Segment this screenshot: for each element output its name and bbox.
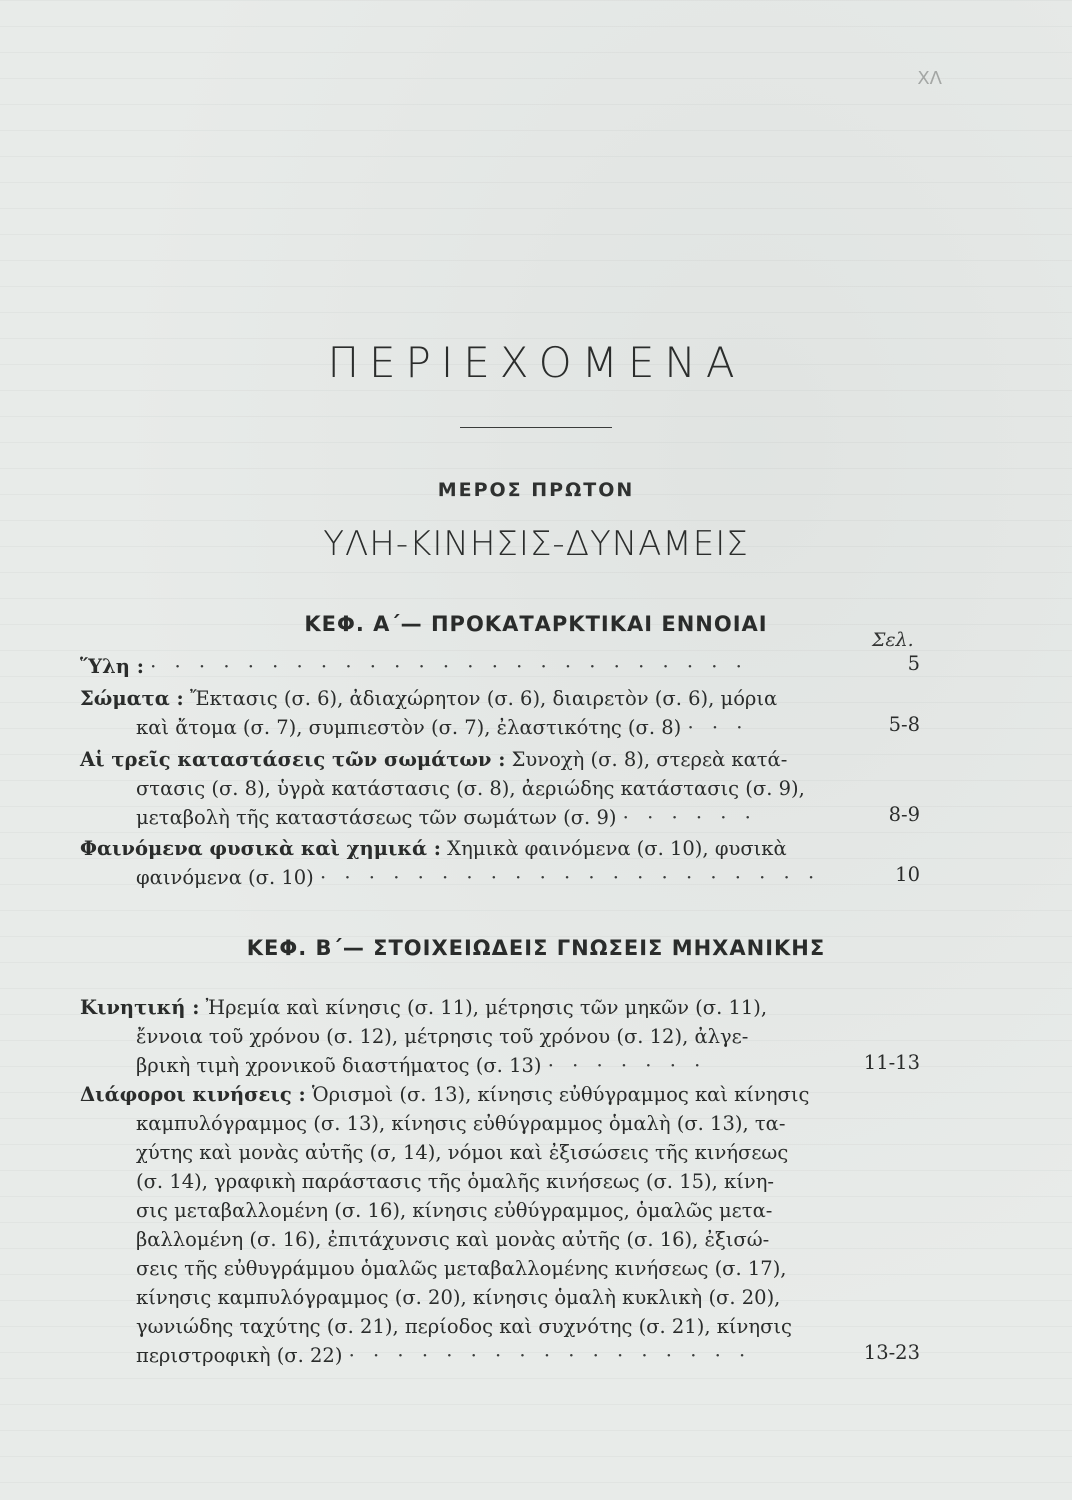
toc-entry [80,993,830,1080]
toc-line [80,803,830,832]
toc-text: βαλλομένη (σ. 16), ἐπιτάχυνσις καὶ μονὰς αὐτῆς (σ. 16), ἐξισώ- [136,1228,770,1251]
toc-entry [80,1080,830,1370]
toc-page-number: 5 [907,652,920,675]
toc-text: μεταβολὴ τῆς καταστάσεως τῶν σωμάτων (σ. 9) [136,806,617,829]
toc-text: Ἠρεμία καὶ κίνησις (σ. 11), μέτρησις τῶν μηκῶν (σ. 11), [199,996,768,1019]
toc-line [80,774,830,803]
toc-line [80,1022,830,1051]
toc-dots: · · · · · · [622,806,757,829]
toc-text: Ὁρισμοὶ (σ. 13), κίνησις εὐθύγραμμος καὶ κίνησις [305,1083,810,1106]
toc-line [80,1312,830,1341]
toc-term: Ὕλη : [80,655,144,678]
page-title: ΠΕΡΙΕΧΟΜΕΝΑ [327,338,745,387]
toc-term: Σώματα : [80,687,184,710]
toc-text: Ἔκτασις (σ. 6), ἀδιαχώρητον (σ. 6), διαιρετὸν (σ. 6), μόρια [183,687,778,710]
toc-term: Αἱ τρεῖς καταστάσεις τῶν σωμάτων : [80,748,506,771]
toc-line [80,1225,830,1254]
toc-entry [80,745,830,832]
part-heading: ΜΕΡΟΣ ΠΡΩΤΟΝ [437,479,635,501]
toc-entry [80,684,830,742]
toc-text: γωνιώδης ταχύτης (σ. 21), περίοδος καὶ συχνότης (σ. 21), κίνησις [136,1315,792,1338]
toc-page-number: 13-23 [863,1341,920,1364]
chapter-heading-a: ΚΕΦ. Α΄— ΠΡΟΚΑΤΑΡΚΤΙΚΑΙ ΕΝΝΟΙΑΙ [304,612,768,636]
toc-dots: · · · · · · · [547,1054,707,1077]
toc-line [80,1254,830,1283]
toc-dots: · · · · · · · · · · · · · · · · · · · · · [320,866,821,889]
toc-text: Χημικὰ φαινόμενα (σ. 10), φυσικὰ [440,837,787,860]
toc-line [80,1283,830,1312]
toc-text: χύτης καὶ μονὰς αὐτῆς (σ, 14), νόμοι καὶ ἐξισώσεις τῆς κινήσεως [136,1141,789,1164]
toc-line [80,1138,830,1167]
toc-text: καὶ ἄτομα (σ. 7), συμπιεστὸν (σ. 7), ἐλαστικότης (σ. 8) [136,716,682,739]
toc-line [80,684,830,713]
toc-dots: · · · · · · · · · · · · · · · · · [348,1344,752,1367]
toc-page-number: 8-9 [888,803,920,826]
toc-line [80,1196,830,1225]
toc-text: φαινόμενα (σ. 10) [136,866,314,889]
toc-page-number: 5-8 [888,713,920,736]
toc-line [80,713,830,742]
toc-line [80,1109,830,1138]
toc-line [80,1051,830,1080]
toc-term: Κινητική : [80,996,200,1019]
toc-text: βρικὴ τιμὴ χρονικοῦ διαστήματος (σ. 13) [136,1054,542,1077]
part-subheading: ΥΛΗ-ΚΙΝΗΣΙΣ-ΔΥΝΑΜΕΙΣ [323,524,749,564]
toc-line [80,1167,830,1196]
chapter-heading-b: ΚΕΦ. Β΄— ΣΤΟΙΧΕΙΩΔΕΙΣ ΓΝΩΣΕΙΣ ΜΗΧΑΝΙΚΗΣ [246,936,826,960]
toc-term: Φαινόμενα φυσικὰ καὶ χημικά : [80,837,441,860]
toc-text: σις μεταβαλλομένη (σ. 16), κίνησις εὐθύγραμμος, ὁμαλῶς μετα- [136,1199,773,1222]
toc-line [80,1080,830,1109]
toc-text: στασις (σ. 8), ὑγρὰ κατάστασις (σ. 8), ἀεριώδης κατάστασις (σ. 9), [136,777,805,800]
toc-line [80,1341,830,1370]
toc-line [80,993,830,1022]
toc-text: (σ. 14), γραφικὴ παράστασις τῆς ὁμαλῆς κινήσεως (σ. 15), κίνη- [136,1170,774,1193]
toc-text: ἔννοια τοῦ χρόνου (σ. 12), μέτρησις τοῦ χρόνου (σ. 12), ἀλγε- [136,1025,749,1048]
toc-text: σεις τῆς εὐθυγράμμου ὁμαλῶς μεταβαλλομένης κινήσεως (σ. 17), [136,1257,787,1280]
toc-text: Συνοχὴ (σ. 8), στερεὰ κατά- [505,748,788,771]
page-column-label: Σελ. [872,629,914,651]
toc-entry [80,834,830,892]
toc-line [80,834,830,863]
toc-line [80,745,830,774]
toc-entry [80,652,830,681]
toc-dots: · · · [687,716,749,739]
toc-text: περιστροφικὴ (σ. 22) [136,1344,343,1367]
toc-text: καμπυλόγραμμος (σ. 13), κίνησις εὐθύγραμμος ὁμαλὴ (σ. 13), τα- [136,1112,786,1135]
toc-line [80,863,830,892]
toc-page-number: 10 [895,863,920,886]
toc-term: Διάφοροι κινήσεις : [80,1083,306,1106]
corner-mark: ΧΛ [917,68,942,89]
toc-dots: · · · · · · · · · · · · · · · · · · · · · · · · · [150,655,748,678]
toc-line [80,652,830,681]
title-rule [460,427,612,428]
toc-text: κίνησις καμπυλόγραμμος (σ. 20), κίνησις ὁμαλὴ κυκλικὴ (σ. 20), [136,1286,781,1309]
toc-page-number: 11-13 [863,1051,920,1074]
